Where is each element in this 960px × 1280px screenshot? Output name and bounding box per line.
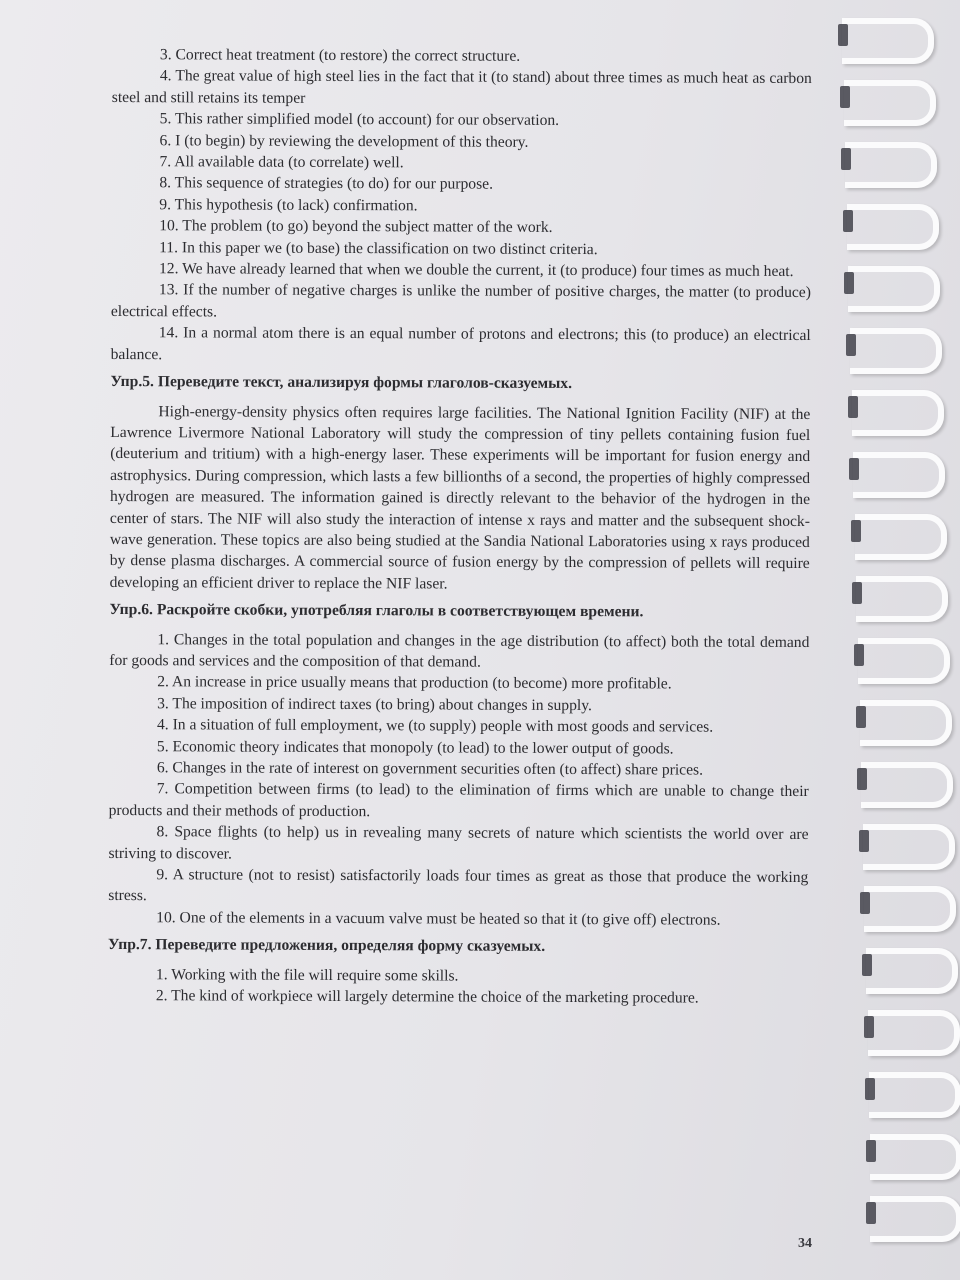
list-item: 9. This hypothesis (to lack) confirmation. (159, 196, 418, 215)
binding-ring (856, 948, 956, 978)
exercise7-list (108, 964, 808, 1010)
list-item: 8. Space flights (to help) us in revealing many secrets of nature which scientists the world over are striving to discover. (108, 823, 809, 863)
list-item: 8. This sequence of strategies (to do) for our purpose. (159, 174, 494, 194)
list-item: 12. We have already learned that when we double the current, it (to produce) four times as much heat. (158, 260, 794, 281)
binding-ring (832, 18, 932, 48)
list-item: 5. Economic theory indicates that monopoly (to lead) to the lower output of goods. (156, 737, 674, 758)
list-item: 4. In a situation of full employment, we (to supply) people with most goods and services. (156, 716, 714, 736)
page-number: 34 (798, 1236, 812, 1251)
list-item: 9. A structure (not to resist) satisfactorily loads four times as great as those that produce the working stress. (108, 866, 809, 905)
list-item: 7. All available data (to correlate) well. (159, 153, 404, 172)
binding-ring (834, 80, 934, 110)
exercise4-list (111, 44, 812, 368)
page-content (108, 44, 812, 1010)
exercise5-heading: Упр.5. Переведите текст, анализируя формы глаголов-сказуемых. (110, 373, 573, 393)
exercise6-heading: Упр.6. Раскройте скобки, употребляя глаголы в соответствующем времени. (109, 601, 644, 621)
list-item: 3. The imposition of indirect taxes (to bring) about changes in supply. (157, 694, 592, 714)
binding-ring (859, 1072, 959, 1102)
list-item: 1. Changes in the total population and changes in the age distribution (to affect) both the total demand for goods and services and the composition of that demand. (109, 630, 810, 671)
binding-ring (853, 824, 953, 854)
binding-ring (835, 142, 935, 172)
exercise7-heading: Упр.7. Переведите предложения, определяя форму сказуемых. (108, 936, 546, 956)
list-item: 3. Correct heat treatment (to restore) the correct structure. (159, 46, 521, 65)
binding-ring (848, 638, 948, 668)
list-item: 5. This rather simplified model (to account) for our observation. (159, 110, 560, 130)
binding-ring (858, 1010, 958, 1040)
binding-ring (845, 514, 945, 544)
list-item: 10. One of the elements in a vacuum valve must be heated so that it (to give off) electrons. (156, 909, 721, 929)
binding-ring (850, 700, 950, 730)
list-item: 2. The kind of workpiece will largely determine the choice of the marketing procedure. (155, 987, 699, 1007)
list-item: 1. Working with the file will require some skills. (155, 965, 459, 985)
list-item: 4. The great value of high steel lies in the fact that it (to stand) about three times as much heat as carbon steel and still retains its temper (111, 67, 812, 107)
list-item: 10. The problem (to go) beyond the subject matter of the work. (159, 217, 553, 237)
binding-ring (840, 328, 940, 358)
list-item: 11. In this paper we (to base) the classification on two distinct criteria. (159, 238, 598, 258)
binding-ring (851, 762, 951, 792)
binding-ring (842, 390, 942, 420)
list-item: 7. Competition between firms (to lead) to the elimination of firms which are unable to change their products and their methods of production. (108, 780, 809, 820)
binding-ring (860, 1196, 960, 1226)
list-item: 14. In a normal atom there is an equal number of protons and electrons; this (to produce) an electrical balance. (110, 324, 811, 363)
list-item: 2. An increase in price usually means that production (to become) more profitable. (157, 673, 672, 693)
list-item: 6. Changes in the rate of interest on government securities often (to affect) share prices. (156, 759, 704, 779)
exercise6-list (108, 629, 809, 932)
spiral-binding (832, 0, 960, 1280)
binding-ring (838, 266, 938, 296)
binding-ring (854, 886, 954, 916)
list-item: 13. If the number of negative charges is unlike the number of positive charges, the matter (to produce) electrical effects. (110, 281, 811, 321)
binding-ring (837, 204, 937, 234)
list-item: 6. I (to begin) by reviewing the development of this theory. (159, 131, 529, 151)
binding-ring (846, 576, 946, 606)
exercise5-text: High-energy-density physics often requires large facilities. The National Ignition Facility (NIF) at the Lawrence Livermore National Laboratory will study the compression of tiny pellets containing fusion fuel (deuterium and tritium) with a high-energy laser. These experiments will be important for fusion energy and astrophysics. During compression, which lasts a few billionths of a second, the properties of highly compressed hydrogen are measured. The information gained is directly relevant to the behavior of the hydrogen in the center of stars. The NIF will also study the interaction of intense x rays and matter and the subsequent shock-wave generation. These topics are also being studied at the Sandia National Laboratories using x rays produced by dense plasma discharges. A commercial source of fusion energy by the compression of pellets will require developing an efficient driver to replace the NIF laser. (109, 402, 811, 593)
binding-ring (843, 452, 943, 482)
binding-ring (860, 1134, 960, 1164)
